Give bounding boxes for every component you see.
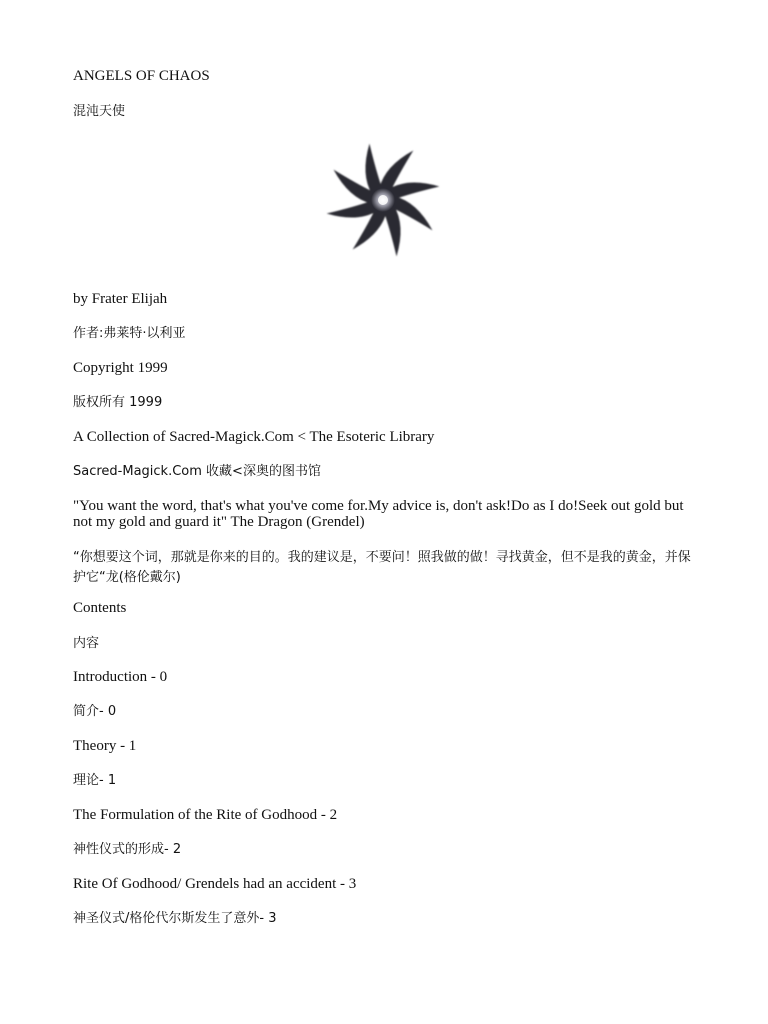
- contents-heading-en: Contents: [73, 600, 127, 616]
- collection-en: A Collection of Sacred-Magick.Com < The Esoteric Library: [73, 429, 435, 445]
- toc-item-cn: 简介- 0: [73, 704, 117, 719]
- toc-item-cn: 神圣仪式/格伦代尔斯发生了意外- 3: [73, 911, 277, 926]
- toc-item-en: Rite Of Godhood/ Grendels had an accident - 3: [73, 876, 357, 892]
- collection-cn: Sacred-Magick.Com 收藏<深奥的图书馆: [73, 464, 321, 479]
- toc-item-en: Introduction - 0: [73, 669, 168, 685]
- quote-en: "You want the word, that's what you've come for.My advice is, don't ask!Do as I do!Seek out gold but not my gold and guard it" The Dragon (Grendel): [73, 498, 684, 530]
- toc-item-cn: 神性仪式的形成- 2: [73, 842, 182, 857]
- quote-cn: “你想要这个词，那就是你来的目的。我的建议是，不要问！照我做的做！寻找黄金，但不是我的黄金，并保护它“龙(格伦戴尔): [73, 550, 691, 585]
- toc-item-en: Theory - 1: [73, 738, 137, 754]
- copyright-en: Copyright 1999: [73, 360, 168, 376]
- title-cn: 混沌天使: [73, 104, 126, 119]
- chaos-star-spiral-icon: [321, 138, 445, 262]
- toc-item-cn: 理论- 1: [73, 773, 117, 788]
- author-cn: 作者:弗莱特·以利亚: [73, 326, 186, 341]
- copyright-cn: 版权所有 1999: [73, 395, 163, 410]
- contents-heading-cn: 内容: [73, 636, 100, 651]
- author-en: by Frater Elijah: [73, 291, 168, 307]
- toc-item-en: The Formulation of the Rite of Godhood - 2: [73, 807, 338, 823]
- title-en: ANGELS OF CHAOS: [73, 68, 210, 84]
